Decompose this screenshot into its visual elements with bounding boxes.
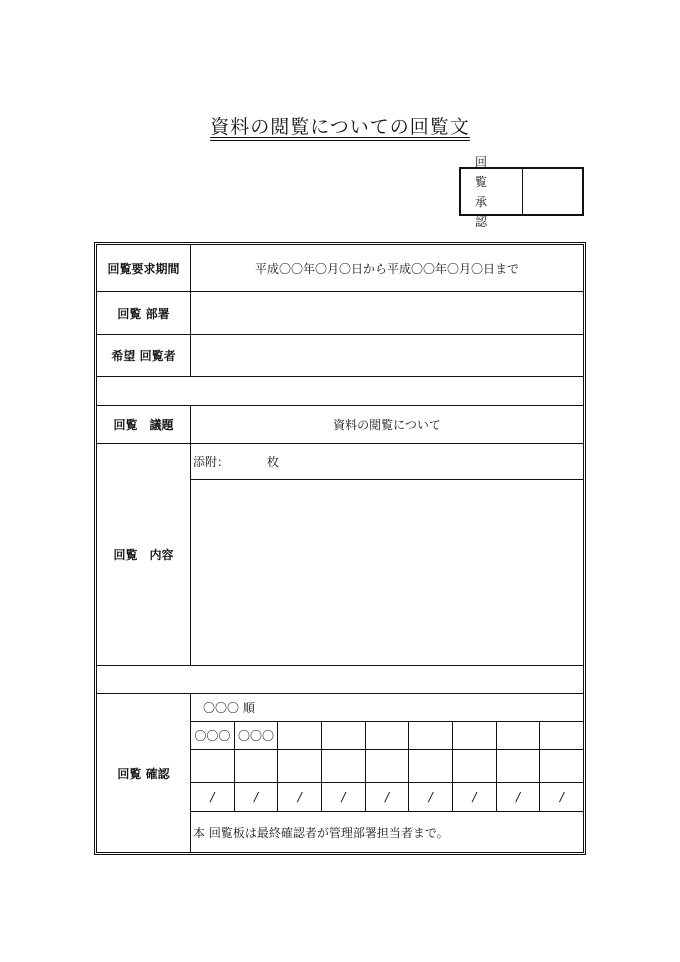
note-line: [191, 812, 583, 852]
approval-labels: [461, 154, 523, 229]
date-slash: /: [559, 790, 564, 804]
attachment-unit: 枚: [267, 455, 280, 469]
date-slash: /: [253, 790, 259, 804]
name-cell[interactable]: [322, 722, 366, 749]
stamp-cell[interactable]: [409, 750, 453, 782]
title-text: 資料の閲覧についての回覧文: [210, 116, 470, 138]
date-cell[interactable]: [453, 783, 497, 811]
approval-label-approve: 承認: [475, 194, 502, 229]
approval-label-circulate: 回覧: [475, 154, 502, 189]
date-cell[interactable]: [540, 783, 583, 811]
note-text: 本 回覧板は最終確認者が管理部署担当者まで。: [193, 825, 449, 840]
date-slash: /: [210, 790, 215, 804]
stamp-cell[interactable]: [235, 750, 279, 782]
name-cell[interactable]: 〇〇〇: [235, 722, 279, 749]
confirm-row: [97, 694, 583, 852]
stamp-cell[interactable]: [497, 750, 541, 782]
name-cell[interactable]: [366, 722, 410, 749]
date-grid: [191, 783, 583, 812]
attachment-label: 添附：: [193, 455, 230, 469]
content-row: [97, 444, 583, 666]
date-cell[interactable]: [366, 783, 410, 811]
stamp-cell[interactable]: [453, 750, 497, 782]
date-slash: /: [516, 790, 521, 804]
spacer-row-2: [97, 666, 583, 694]
approval-box: [459, 154, 584, 229]
period-label: 回覧要求期間: [97, 245, 191, 291]
stamp-cell[interactable]: [366, 750, 410, 782]
department-value[interactable]: [191, 292, 583, 334]
subject-row: [97, 406, 583, 444]
content-body[interactable]: [191, 480, 583, 665]
date-slash: /: [472, 790, 477, 804]
stamp-grid: [191, 750, 583, 783]
name-grid: [191, 722, 583, 750]
name-cell[interactable]: [453, 722, 497, 749]
date-cell[interactable]: [278, 783, 322, 811]
stamp-cell[interactable]: [322, 750, 366, 782]
order-line: [191, 694, 583, 722]
attachment-line: [191, 444, 583, 480]
name-cell[interactable]: [409, 722, 453, 749]
date-cell[interactable]: [235, 783, 279, 811]
date-cell[interactable]: [409, 783, 453, 811]
period-row: [97, 245, 583, 292]
approval-stamp-area[interactable]: [523, 169, 582, 214]
circulation-form: [94, 242, 586, 855]
name-cell[interactable]: [540, 722, 583, 749]
date-cell[interactable]: [191, 783, 235, 811]
confirm-label: 回覧 確認: [97, 694, 191, 852]
order-text: 〇〇〇 順: [203, 701, 255, 715]
name-cell[interactable]: [278, 722, 322, 749]
spacer-row: [97, 377, 583, 406]
date-cell[interactable]: [497, 783, 541, 811]
name-cell[interactable]: [497, 722, 541, 749]
date-slash: /: [341, 790, 346, 804]
subject-label: 回覧 議題: [97, 406, 191, 443]
stamp-cell[interactable]: [278, 750, 322, 782]
date-slash: /: [297, 790, 302, 804]
requested-row: [97, 335, 583, 377]
stamp-cell[interactable]: [191, 750, 235, 782]
requested-label: 希望 回覧者: [97, 335, 191, 376]
name-cell[interactable]: 〇〇〇: [191, 722, 235, 749]
date-slash: /: [385, 790, 390, 804]
requested-value[interactable]: [191, 335, 583, 376]
department-label: 回覧 部署: [97, 292, 191, 334]
content-label: 回覧 内容: [97, 444, 191, 665]
date-cell[interactable]: [322, 783, 366, 811]
page-title: [0, 112, 680, 139]
period-value[interactable]: 平成〇〇年〇月〇日から平成〇〇年〇月〇日まで: [254, 261, 519, 276]
date-slash: /: [428, 790, 433, 804]
stamp-cell[interactable]: [540, 750, 583, 782]
department-row: [97, 292, 583, 335]
subject-value[interactable]: 資料の閲覧について: [333, 418, 441, 432]
